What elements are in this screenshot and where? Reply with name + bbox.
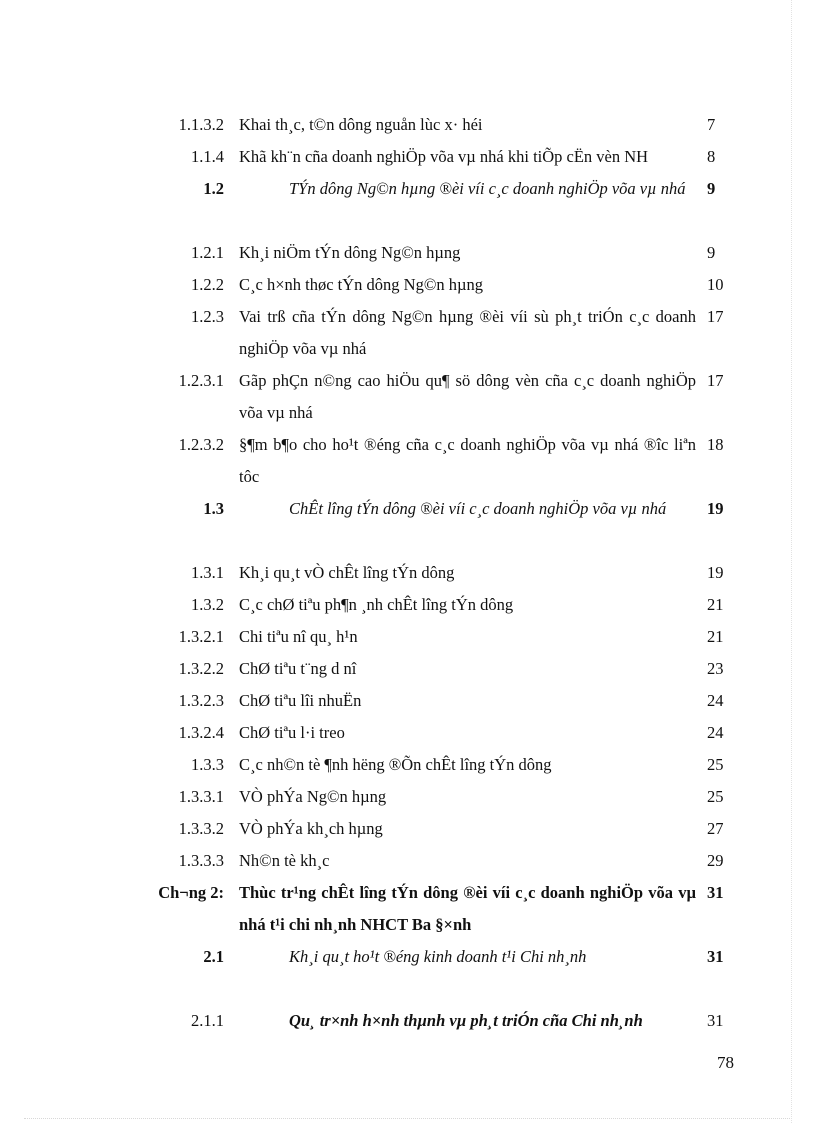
toc-entry-title: TÝn dông Ng©n hµng ®èi víi c¸c doanh nghiÖp võa vµ nhá <box>289 179 686 198</box>
toc-entry-page: 17 <box>707 307 724 326</box>
toc-entry-page: 17 <box>707 371 724 390</box>
toc-entry-title: C¸c chØ tiªu ph¶n ¸nh chÊt lîng tÝn dông <box>239 595 514 614</box>
toc-entry <box>0 301 816 365</box>
toc-entry-number: 2.1.1 <box>191 1011 224 1030</box>
toc-entry <box>0 1005 816 1069</box>
toc-entry-number: 1.3 <box>203 499 224 518</box>
toc-entry <box>0 429 816 493</box>
toc-entry-title: Vai trß cña tÝn dông Ng©n hµng ®èi víi sù ph¸t triÓn c¸c doanh nghiÖp võa vµ nhá <box>239 307 696 358</box>
toc-entry <box>0 845 816 877</box>
toc-entry <box>0 557 816 589</box>
toc-entry-page: 25 <box>707 755 724 774</box>
toc-entry-title: §¶m b¶o cho ho¹t ®éng cña c¸c doanh nghiÖp võa vµ nhá ®îc liªn tôc <box>239 435 696 486</box>
toc-entry-title: Thùc tr¹ng chÊt lîng tÝn dông ®èi víi c¸c doanh nghiÖp võa vµ nhá t¹i chi nh¸nh NHCT Ba §×nh <box>239 883 696 934</box>
toc-entry-page: 29 <box>707 851 724 870</box>
toc-entry <box>0 685 816 717</box>
toc-entry-title: ChØ tiªu l·i treo <box>239 723 345 742</box>
toc-entry-number: 1.2.3 <box>191 307 224 326</box>
toc-entry <box>0 813 816 845</box>
toc-entry-page: 21 <box>707 627 724 646</box>
toc-entry-title: ChØ tiªu lîi nhuËn <box>239 691 362 710</box>
toc-entry <box>0 589 816 621</box>
toc-entry <box>0 941 816 1005</box>
toc-entry-page: 7 <box>707 115 716 134</box>
toc-entry-title: C¸c nh©n tè ¶nh hëng ®Õn chÊt lîng tÝn dông <box>239 755 552 774</box>
toc-entry-number: 1.3.3.3 <box>178 851 224 870</box>
toc-entry <box>0 781 816 813</box>
toc-entry <box>0 717 816 749</box>
toc-entry-title: C¸c h×nh thøc tÝn dông Ng©n hµng <box>239 275 483 294</box>
toc-entry-page: 31 <box>707 1011 724 1030</box>
toc-entry-title: Qu¸ tr×nh h×nh thµnh vµ ph¸t triÓn cña Chi nh¸nh <box>289 1011 643 1030</box>
toc-entry-number: 1.3.1 <box>191 563 224 582</box>
toc-entry-page: 31 <box>707 883 724 902</box>
toc-entry <box>0 365 816 429</box>
toc-entry-page: 19 <box>707 563 724 582</box>
toc-entry-number: 1.3.2.1 <box>178 627 224 646</box>
toc-entry <box>0 653 816 685</box>
toc-entry-title: Khã kh¨n cña doanh nghiÖp võa vµ nhá khi tiÕp cËn vèn NH <box>239 147 649 166</box>
toc-entry-title: Khai th¸c, t©n dông nguån lùc x· héi <box>239 115 483 134</box>
toc-entry-number: 1.3.2.4 <box>178 723 224 742</box>
toc-entry-page: 31 <box>707 947 724 966</box>
toc-entry-page: 9 <box>707 179 716 198</box>
toc-entry-number: 1.1.3.2 <box>178 115 224 134</box>
toc-entry-number: 1.3.2.3 <box>178 691 224 710</box>
toc-entry-title: Kh¸i qu¸t vÒ chÊt lîng tÝn dông <box>239 563 455 582</box>
toc-entry-title: VÒ phÝa Ng©n hµng <box>239 787 387 806</box>
toc-entry-number: 1.1.4 <box>191 147 224 166</box>
toc-entry <box>0 237 816 269</box>
toc-entry-page: 8 <box>707 147 716 166</box>
toc-entry-page: 24 <box>707 691 724 710</box>
page-number: 78 <box>717 1053 734 1072</box>
toc-entry <box>0 109 816 141</box>
toc-entry-number: 1.2.3.2 <box>178 435 224 454</box>
toc-entry-page: 23 <box>707 659 724 678</box>
toc-entry-number: Ch¬ng 2: <box>158 883 224 902</box>
toc-entry-title: Kh¸i niÖm tÝn dông Ng©n hµng <box>239 243 461 262</box>
toc-entry <box>0 877 816 941</box>
toc-entry-number: 2.1 <box>203 947 224 966</box>
toc-entry <box>0 493 816 557</box>
toc-entry <box>0 749 816 781</box>
toc-entry <box>0 269 816 301</box>
toc-entry-number: 1.3.3.2 <box>178 819 224 838</box>
toc-entry-number: 1.3.2.2 <box>178 659 224 678</box>
toc-entry-number: 1.3.3.1 <box>178 787 224 806</box>
toc-entry-title: Kh¸i qu¸t ho¹t ®éng kinh doanh t¹i Chi nh¸nh <box>289 947 587 966</box>
toc-entry-number: 1.2.2 <box>191 275 224 294</box>
toc-entry-title: ChÊt lîng tÝn dông ®èi víi c¸c doanh nghiÖp võa vµ nhá <box>289 499 667 518</box>
toc-entry <box>0 173 816 237</box>
toc-entry-number: 1.3.3 <box>191 755 224 774</box>
toc-entry-title: ChØ tiªu t¨ng d nî <box>239 659 357 678</box>
toc-entry-page: 9 <box>707 243 716 262</box>
page-right-border <box>791 0 792 1123</box>
toc-entry-title: VÒ phÝa kh¸ch hµng <box>239 819 383 838</box>
toc-entry-title: Nh©n tè kh¸c <box>239 851 330 870</box>
toc-entry-title: Gãp phÇn n©ng cao hiÖu qu¶ sö dông vèn cña c¸c doanh nghiÖp võa vµ nhá <box>239 371 696 422</box>
page-bottom-border <box>24 1118 792 1119</box>
toc-entry <box>0 141 816 173</box>
toc-entry-title: Chi tiªu nî qu¸ h¹n <box>239 627 358 646</box>
toc-entry-page: 27 <box>707 819 724 838</box>
toc-entry-number: 1.3.2 <box>191 595 224 614</box>
toc-entry-number: 1.2.1 <box>191 243 224 262</box>
toc-entry-page: 25 <box>707 787 724 806</box>
toc-entry-page: 19 <box>707 499 724 518</box>
toc-entry-number: 1.2 <box>203 179 224 198</box>
toc-entry-page: 10 <box>707 275 724 294</box>
toc-entry-number: 1.2.3.1 <box>178 371 224 390</box>
toc-entry-page: 24 <box>707 723 724 742</box>
toc-entry-page: 18 <box>707 435 724 454</box>
toc-entry-page: 21 <box>707 595 724 614</box>
toc-entry <box>0 621 816 653</box>
